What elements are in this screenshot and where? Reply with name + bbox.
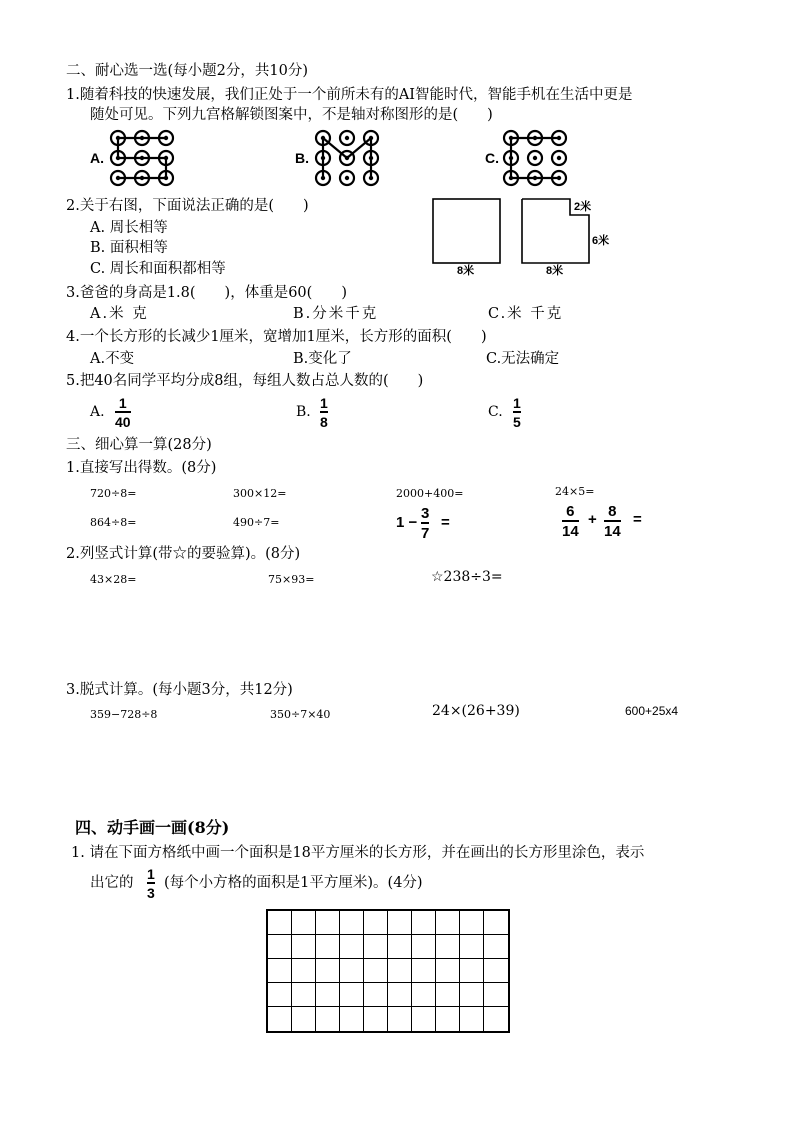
grid-cell[interactable] [460, 959, 484, 983]
section3-title: 三、细心算一算(28分) [66, 437, 212, 453]
grid-cell[interactable] [388, 911, 412, 935]
grid-cell[interactable] [268, 1007, 292, 1031]
calc-item: 490÷7= [233, 516, 280, 529]
grid-cell[interactable] [460, 1007, 484, 1031]
grid-cell[interactable] [292, 959, 316, 983]
step-calc-item: 24×(26+39) [432, 703, 520, 719]
q3-option-c: C.米 千克 [488, 306, 564, 322]
grid-cell[interactable] [412, 911, 436, 935]
draw-q1-line2-prefix: 出它的 [90, 875, 134, 891]
calc-item: 2000+400= [396, 487, 464, 500]
calc-q3-stem: 3.脱式计算。(每小题3分，共12分) [66, 682, 293, 698]
grid-cell[interactable] [388, 983, 412, 1007]
step-calc-item: 350÷7×40 [270, 708, 331, 721]
grid-cell[interactable] [436, 935, 460, 959]
q4-option-c: C.无法确定 [486, 351, 560, 367]
grid-cell[interactable] [340, 1007, 364, 1031]
unlock-pattern-b-icon [315, 130, 381, 188]
q1-stem-line2: 随处可见。下列九宫格解锁图案中，不是轴对称图形的是( ) [90, 107, 493, 123]
vertical-calc-item: 43×28= [90, 573, 137, 586]
q3-option-b: B.分米千克 [293, 306, 379, 322]
grid-cell[interactable] [292, 1007, 316, 1031]
q4-stem: 4.一个长方形的长减少1厘米，宽增加1厘米，长方形的面积( ) [66, 329, 487, 345]
graph-paper-grid[interactable] [266, 909, 510, 1033]
grid-cell[interactable] [436, 1007, 460, 1031]
grid-cell[interactable] [316, 983, 340, 1007]
figure-notch-label: 2米 [574, 201, 592, 213]
q5-stem: 5.把40名同学平均分成8组，每组人数占总人数的( ) [66, 373, 424, 389]
frac-expr2-equals: = [633, 511, 642, 528]
grid-cell[interactable] [316, 935, 340, 959]
section2-title: 二、耐心选一选(每小题2分，共10分) [66, 63, 308, 79]
grid-cell[interactable] [388, 1007, 412, 1031]
frac-expr1-lead: 1 − [396, 514, 418, 531]
draw-q1-fraction: 1 3 [147, 866, 155, 901]
grid-cell[interactable] [484, 1007, 508, 1031]
grid-cell[interactable] [388, 959, 412, 983]
grid-cell[interactable] [316, 911, 340, 935]
q4-option-a: A.不变 [90, 351, 135, 367]
frac-expr2-fraction2: 8 14 [604, 503, 621, 540]
grid-cell[interactable] [364, 959, 388, 983]
q1-stem-line1: 1.随着科技的快速发展，我们正处于一个前所未有的AI智能时代，智能手机在生活中更是 [66, 87, 633, 103]
grid-cell[interactable] [364, 935, 388, 959]
frac-expr1-equals: = [441, 514, 450, 531]
draw-q1-line1: 1. 请在下面方格纸中画一个面积是18平方厘米的长方形，并在画出的长方形里涂色，表示 [71, 845, 645, 861]
frac-expr1-fraction: 3 7 [421, 505, 430, 542]
grid-cell[interactable] [436, 983, 460, 1007]
grid-cell[interactable] [412, 935, 436, 959]
calc-item: 300×12= [233, 487, 287, 500]
q3-option-a: A.米 克 [90, 306, 149, 322]
grid-cell[interactable] [292, 935, 316, 959]
calc-q2-stem: 2.列竖式计算(带☆的要验算)。(8分) [66, 546, 301, 562]
grid-cell[interactable] [268, 959, 292, 983]
draw-q1-line2-suffix: (每个小方格的面积是1平方厘米)。(4分) [164, 875, 423, 891]
q1-option-c-label: C. [485, 150, 499, 166]
q3-stem: 3.爸爸的身高是1.8( )，体重是60( ) [66, 285, 347, 301]
grid-cell[interactable] [388, 935, 412, 959]
section4-title: 四、动手画一画(8分) [75, 818, 230, 837]
grid-cell[interactable] [340, 911, 364, 935]
grid-cell[interactable] [292, 983, 316, 1007]
q1-option-b-label: B. [295, 150, 309, 166]
q4-option-b: B.变化了 [293, 351, 352, 367]
grid-cell[interactable] [364, 1007, 388, 1031]
step-calc-item: 600+25x4 [625, 704, 679, 718]
unlock-pattern-a-icon [110, 130, 176, 188]
calc-item: 720÷8= [90, 487, 137, 500]
q5-option-c-fraction: 1 5 [513, 395, 521, 430]
q5-option-b-label: B. [296, 404, 311, 420]
frac-expr2-op: + [588, 511, 597, 528]
step-calc-item: 359−728÷8 [90, 708, 158, 721]
unlock-pattern-c-icon [503, 130, 569, 188]
grid-cell[interactable] [316, 1007, 340, 1031]
grid-cell[interactable] [484, 935, 508, 959]
grid-cell[interactable] [436, 959, 460, 983]
frac-expr2-fraction1: 6 14 [562, 503, 579, 540]
grid-cell[interactable] [340, 959, 364, 983]
grid-cell[interactable] [412, 959, 436, 983]
figure-right-width-label: 8米 [546, 265, 564, 277]
calc-q1-stem: 1.直接写出得数。(8分) [66, 460, 217, 476]
grid-cell[interactable] [460, 911, 484, 935]
grid-cell[interactable] [340, 983, 364, 1007]
grid-cell[interactable] [268, 983, 292, 1007]
grid-cell[interactable] [268, 911, 292, 935]
grid-cell[interactable] [460, 983, 484, 1007]
q2-option-a: A. 周长相等 [90, 220, 168, 236]
grid-cell[interactable] [460, 935, 484, 959]
q1-option-a-label: A. [90, 150, 104, 166]
grid-cell[interactable] [412, 1007, 436, 1031]
grid-cell[interactable] [484, 983, 508, 1007]
q5-option-a-fraction: 1 40 [115, 395, 131, 430]
calc-item: 864÷8= [90, 516, 137, 529]
grid-cell[interactable] [436, 911, 460, 935]
vertical-calc-item: 75×93= [268, 573, 315, 586]
q5-option-b-fraction: 1 8 [320, 395, 328, 430]
grid-cell[interactable] [316, 959, 340, 983]
vertical-calc-item: ☆238÷3= [431, 569, 503, 585]
grid-cell[interactable] [268, 935, 292, 959]
grid-cell[interactable] [364, 983, 388, 1007]
q2-stem: 2.关于右图，下面说法正确的是( ) [66, 198, 309, 214]
grid-cell[interactable] [412, 983, 436, 1007]
q5-option-a-label: A. [90, 404, 105, 420]
grid-cell[interactable] [364, 911, 388, 935]
grid-cell[interactable] [340, 935, 364, 959]
q5-option-c-label: C. [488, 404, 503, 420]
figure-left-width-label: 8米 [457, 265, 475, 277]
grid-cell[interactable] [484, 959, 508, 983]
grid-cell[interactable] [484, 911, 508, 935]
q2-option-b: B. 面积相等 [90, 240, 168, 256]
q2-option-c: C. 周长和面积都相等 [90, 261, 226, 277]
calc-item: 24×5= [555, 485, 595, 498]
figure-side-label: 6米 [592, 235, 610, 247]
grid-cell[interactable] [292, 911, 316, 935]
